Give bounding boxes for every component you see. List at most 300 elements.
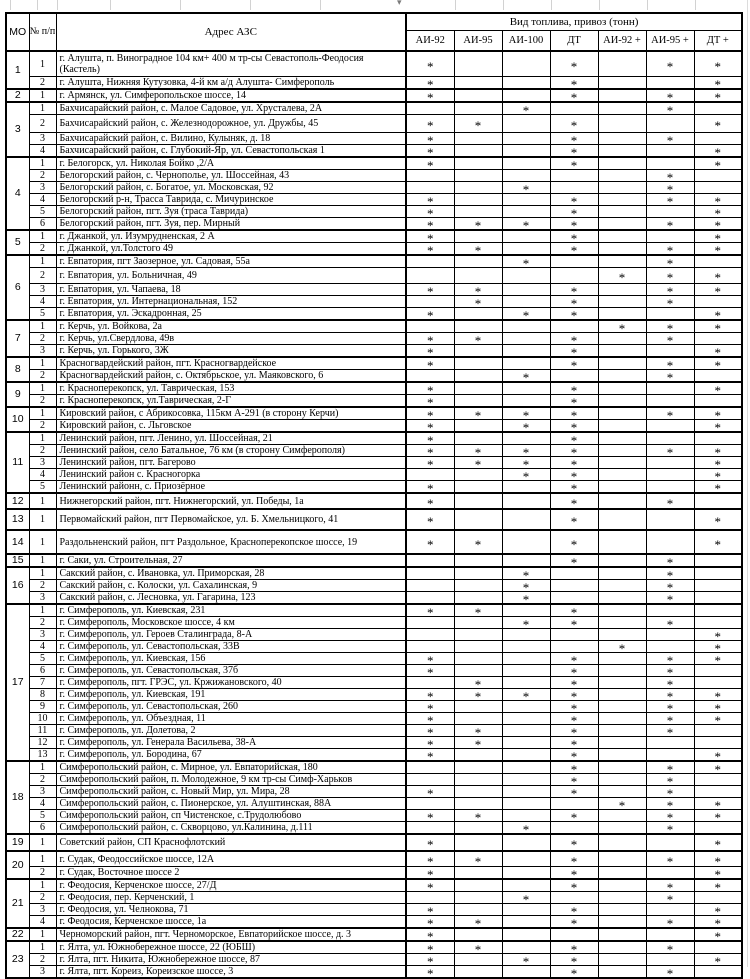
table-row [6,530,742,554]
address-cell: Нижнегорский район, пгт. Нижнегорский, ул. Победы, 1а [56,493,406,509]
fuel-available-marker: * [570,853,578,867]
fuel-cell-АИ-95 + [646,810,694,822]
mo-cell: 17 [6,604,29,761]
fuel-available-marker: * [427,880,434,892]
fuel-available-marker: * [570,194,578,206]
fuel-available-marker: * [570,713,578,725]
fuel-available-marker: * [474,536,482,552]
table-row [6,810,742,822]
row-number-cell: 1 [29,834,56,851]
fuel-cell-АИ-92 [406,725,454,737]
row-number-cell: 1 [29,941,56,954]
address-cell: г. Феодосия, пер. Керченский, 1 [56,892,406,904]
fuel-cell-АИ-92 + [598,867,646,880]
fuel-cell-ДТ + [694,308,742,321]
fuel-available-marker: * [522,182,530,194]
fuel-available-marker: * [666,370,674,382]
fuel-cell-АИ-92 [406,296,454,308]
fuel-cell-ДТ [550,407,598,420]
fuel-cell-АИ-92 + [598,218,646,231]
fuel-available-marker: * [474,445,482,457]
address-cell: г. Симферополь, пгт. ГРЭС, ул. Кржижановского, 40 [56,677,406,689]
fuel-cell-ДТ + [694,320,742,333]
fuel-available-marker: * [570,358,578,370]
fuel-cell-АИ-95 [454,345,502,358]
fuel-cell-АИ-92 [406,567,454,580]
fuel-cell-ДТ + [694,432,742,445]
table-row [6,432,742,445]
fuel-cell-АИ-95 + [646,77,694,90]
mo-cell: 2 [6,89,29,102]
fuel-cell-ДТ [550,145,598,158]
row-number-cell: 3 [29,966,56,979]
fuel-cell-АИ-100 [502,382,550,395]
fuel-available-marker: * [570,118,578,133]
fuel-cell-АИ-100 [502,194,550,206]
fuel-available-marker: * [714,641,722,653]
fuel-available-marker: * [427,358,434,370]
fuel-available-marker: * [427,194,434,206]
fuel-cell-ДТ [550,928,598,941]
row-number-cell: 2 [29,243,56,256]
table-row [6,798,742,810]
fuel-cell-АИ-92 [406,774,454,786]
fuel-cell-АИ-95 [454,851,502,867]
fuel-cell-АИ-92 + [598,357,646,370]
fuel-available-marker: * [474,118,482,133]
fuel-cell-АИ-100 [502,904,550,916]
fuel-cell-ДТ [550,445,598,457]
column-header-ai95-plus: АИ-95 + [646,31,694,52]
fuel-cell-АИ-95 [454,509,502,530]
row-number-cell: 3 [29,786,56,798]
fuel-available-marker: * [522,689,530,701]
fuel-cell-АИ-100 [502,432,550,445]
table-row [6,641,742,653]
table-row [6,145,742,158]
fuel-cell-ДТ [550,798,598,810]
fuel-cell-АИ-100 [502,966,550,979]
fuel-cell-ДТ [550,604,598,617]
fuel-cell-АИ-100 [502,592,550,605]
fuel-cell-АИ-100 [502,218,550,231]
fuel-cell-ДТ + [694,916,742,929]
fuel-available-marker: * [666,194,674,206]
fuel-cell-АИ-92 [406,493,454,509]
table-row [6,382,742,395]
row-number-cell: 1 [29,432,56,445]
fuel-cell-ДТ + [694,420,742,433]
fuel-cell-АИ-95 [454,296,502,308]
row-number-cell: 3 [29,345,56,358]
fuel-available-marker: * [714,954,722,966]
fuel-available-marker: * [570,837,578,851]
fuel-available-marker: * [570,701,578,713]
fuel-cell-АИ-100 [502,580,550,592]
fuel-cell-АИ-100 [502,243,550,256]
fuel-cell-АИ-92 [406,851,454,867]
mo-cell: 13 [6,509,29,530]
row-number-cell: 1 [29,320,56,333]
fuel-cell-АИ-92 [406,530,454,554]
address-cell: г. Судак, Феодоссийское шоссе, 12А [56,851,406,867]
fuel-cell-АИ-92 [406,469,454,481]
spreadsheet-top-strip [0,0,750,12]
row-number-cell: 1 [29,255,56,268]
fuel-cell-АИ-92 [406,941,454,954]
fuel-cell-АИ-95 [454,834,502,851]
fuel-available-marker: * [714,798,722,810]
fuel-available-marker: * [666,358,674,370]
fuel-cell-АИ-100 [502,296,550,308]
row-number-cell: 1 [29,230,56,243]
fuel-available-marker: * [714,408,722,420]
fuel-available-marker: * [714,713,722,725]
mo-cell: 18 [6,761,29,834]
address-cell: Симферопольский район, с. Мирное, ул. Евпаторийская, 180 [56,761,406,774]
fuel-cell-АИ-95 + [646,333,694,345]
fuel-cell-ДТ [550,749,598,762]
fuel-cell-АИ-95 [454,737,502,749]
fuel-available-marker: * [570,420,578,432]
fuel-cell-ДТ [550,243,598,256]
fuel-available-marker: * [474,243,482,255]
address-cell: г. Керчь, ул. Горького, 3Ж [56,345,406,358]
fuel-available-marker: * [474,942,482,954]
fuel-cell-АИ-95 [454,530,502,554]
address-cell: г. Евпатория, ул. Эскадронная, 25 [56,308,406,321]
fuel-available-marker: * [522,370,530,382]
fuel-cell-ДТ + [694,761,742,774]
fuel-cell-АИ-100 [502,567,550,580]
fuel-available-marker: * [570,296,578,308]
fuel-available-marker: * [714,420,722,432]
fuel-cell-АИ-92 + [598,509,646,530]
fuel-cell-АИ-100 [502,954,550,966]
fuel-available-marker: * [714,469,722,481]
row-number-cell: 1 [29,554,56,567]
fuel-cell-АИ-100 [502,395,550,408]
fuel-cell-ДТ + [694,382,742,395]
fuel-available-marker: * [570,774,578,786]
fuel-cell-АИ-92 [406,689,454,701]
fuel-cell-ДТ + [694,296,742,308]
address-cell: Советский район, СП Краснофлотский [56,834,406,851]
fuel-available-marker: * [666,321,674,333]
fuel-available-marker: * [666,713,674,725]
fuel-cell-АИ-100 [502,457,550,469]
row-number-cell: 3 [29,904,56,916]
fuel-available-marker: * [714,118,722,133]
fuel-cell-АИ-95 + [646,206,694,218]
fuel-cell-АИ-92 [406,382,454,395]
gridline [599,0,600,10]
address-cell: Бахчисарайский район, с. Малое Садовое, ул. Хрусталева, 2А [56,102,406,115]
mo-cell: 10 [6,407,29,432]
fuel-cell-АИ-95 [454,333,502,345]
filter-dropdown-icon[interactable]: ▾ [397,0,402,8]
fuel-cell-АИ-92 + [598,230,646,243]
fuel-cell-ДТ [550,493,598,509]
fuel-available-marker: * [427,433,434,445]
fuel-available-marker: * [714,270,722,284]
fuel-cell-АИ-92 + [598,420,646,433]
fuel-cell-АИ-95 [454,567,502,580]
fuel-cell-АИ-95 [454,822,502,835]
row-number-cell: 7 [29,677,56,689]
fuel-cell-АИ-95 + [646,966,694,979]
fuel-available-marker: * [618,321,626,333]
fuel-available-marker: * [427,408,434,420]
fuel-cell-АИ-95 + [646,194,694,206]
fuel-cell-ДТ + [694,554,742,567]
fuel-cell-АИ-95 + [646,665,694,677]
table-row [6,904,742,916]
fuel-cell-ДТ [550,457,598,469]
fuel-cell-АИ-95 + [646,928,694,941]
fuel-cell-АИ-92 [406,308,454,321]
fuel-available-marker: * [570,383,578,395]
fuel-available-marker: * [666,270,674,284]
column-header-dt-plus: ДТ + [694,31,742,52]
row-number-cell: 6 [29,218,56,231]
fuel-cell-АИ-95 [454,357,502,370]
table-row [6,182,742,194]
fuel-cell-ДТ + [694,268,742,284]
fuel-cell-ДТ [550,230,598,243]
table-row [6,89,742,102]
fuel-cell-АИ-100 [502,653,550,665]
fuel-cell-АИ-95 [454,879,502,892]
fuel-cell-ДТ + [694,592,742,605]
fuel-cell-ДТ [550,665,598,677]
fuel-cell-ДТ [550,916,598,929]
fuel-cell-АИ-95 + [646,892,694,904]
fuel-cell-АИ-95 + [646,218,694,231]
fuel-cell-ДТ + [694,206,742,218]
table-row [6,206,742,218]
fuel-cell-АИ-95 + [646,822,694,835]
fuel-cell-АИ-100 [502,509,550,530]
address-cell: Ленинский район, пгт. Ленино, ул. Шоссейная, 21 [56,432,406,445]
table-row [6,580,742,592]
fuel-cell-ДТ [550,102,598,115]
fuel-cell-АИ-95 [454,469,502,481]
fuel-available-marker: * [666,243,674,255]
fuel-cell-АИ-95 + [646,133,694,145]
table-row [6,345,742,358]
fuel-cell-АИ-95 + [646,834,694,851]
fuel-cell-АИ-92 + [598,851,646,867]
table-row [6,761,742,774]
table-row [6,51,742,77]
fuel-cell-ДТ + [694,798,742,810]
gridline [250,0,251,10]
fuel-available-marker: * [714,701,722,713]
fuel-cell-АИ-95 [454,457,502,469]
address-cell: г. Саки, ул. Строительная, 27 [56,554,406,567]
fuel-cell-АИ-95 [454,604,502,617]
fuel-cell-АИ-100 [502,77,550,90]
fuel-cell-АИ-95 [454,677,502,689]
fuel-cell-АИ-95 + [646,420,694,433]
row-number-cell: 1 [29,879,56,892]
address-cell: Сакский район, с. Колоски, ул. Сахалинская, 9 [56,580,406,592]
row-number-cell: 4 [29,194,56,206]
table-row [6,457,742,469]
mo-cell: 4 [6,157,29,230]
gridline [503,0,504,10]
fuel-available-marker: * [666,133,674,145]
column-header-ai92-plus: АИ-92 + [598,31,646,52]
gridline [747,0,748,967]
fuel-available-marker: * [714,904,722,916]
row-number-cell: 1 [29,493,56,509]
fuel-cell-ДТ [550,51,598,77]
table-row [6,308,742,321]
fuel-cell-АИ-100 [502,206,550,218]
fuel-available-marker: * [570,284,578,296]
address-cell: г. Симферополь, ул. Долетова, 2 [56,725,406,737]
row-number-cell: 1 [29,51,56,77]
table-row [6,469,742,481]
row-number-cell: 1 [29,407,56,420]
fuel-cell-АИ-95 [454,966,502,979]
fuel-cell-АИ-100 [502,713,550,725]
fuel-cell-АИ-95 [454,554,502,567]
fuel-cell-АИ-92 + [598,725,646,737]
fuel-available-marker: * [570,786,578,798]
address-cell: Симферопольский район, с. Новый Мир, ул. Мира, 28 [56,786,406,798]
fuel-available-marker: * [570,514,578,529]
fuel-cell-АИ-92 [406,892,454,904]
fuel-cell-АИ-92 [406,420,454,433]
fuel-cell-ДТ [550,725,598,737]
fuel-cell-ДТ [550,255,598,268]
fuel-cell-АИ-92 [406,133,454,145]
table-row [6,822,742,835]
fuel-available-marker: * [714,90,722,102]
fuel-available-marker: * [427,737,434,749]
fuel-available-marker: * [714,308,722,320]
fuel-available-marker: * [570,90,578,102]
fuel-cell-ДТ [550,284,598,296]
address-cell: г. Симферополь, ул. Генерала Васильева, 38-А [56,737,406,749]
address-cell: Симферопольский район, п. Молодежное, 9 км тр-сы Симф-Харьков [56,774,406,786]
fuel-cell-ДТ [550,713,598,725]
table-row [6,395,742,408]
fuel-available-marker: * [714,243,722,255]
fuel-available-marker: * [427,145,434,157]
fuel-cell-АИ-92 [406,653,454,665]
fuel-cell-АИ-95 + [646,774,694,786]
fuel-available-marker: * [427,853,434,867]
fuel-cell-АИ-92 [406,345,454,358]
fuel-cell-АИ-92 [406,786,454,798]
fuel-cell-ДТ [550,308,598,321]
column-header-ai92: АИ-92 [406,31,454,52]
fuel-cell-ДТ + [694,481,742,494]
address-cell: г. Симферополь, ул. Севастопольская, 33В [56,641,406,653]
table-row [6,243,742,256]
fuel-available-marker: * [666,677,674,689]
fuel-available-marker: * [714,762,722,774]
fuel-available-marker: * [666,284,674,296]
address-cell: г. Евпатория, ул. Чапаева, 18 [56,284,406,296]
fuel-cell-ДТ + [694,928,742,941]
table-row [6,737,742,749]
fuel-available-marker: * [714,689,722,701]
fuel-cell-АИ-95 + [646,713,694,725]
fuel-cell-АИ-95 [454,641,502,653]
fuel-cell-АИ-95 [454,892,502,904]
fuel-cell-ДТ [550,382,598,395]
fuel-cell-ДТ [550,941,598,954]
fuel-cell-ДТ [550,761,598,774]
fuel-cell-АИ-92 + [598,904,646,916]
row-number-cell: 2 [29,115,56,133]
fuel-cell-ДТ + [694,530,742,554]
fuel-available-marker: * [570,737,578,749]
fuel-available-marker: * [666,853,674,867]
fuel-available-marker: * [427,713,434,725]
table-row [6,115,742,133]
fuel-cell-АИ-100 [502,701,550,713]
fuel-cell-ДТ [550,345,598,358]
fuel-cell-АИ-100 [502,761,550,774]
fuel-available-marker: * [666,762,674,774]
fuel-cell-АИ-100 [502,145,550,158]
fuel-cell-АИ-95 [454,133,502,145]
fuel-available-marker: * [522,218,530,230]
fuel-cell-АИ-95 + [646,345,694,358]
fuel-available-marker: * [427,77,434,89]
row-number-cell: 3 [29,457,56,469]
fuel-cell-АИ-95 [454,629,502,641]
fuel-cell-ДТ [550,851,598,867]
fuel-available-marker: * [570,555,578,567]
address-cell: г. Керчь, ул.Свердлова, 49в [56,333,406,345]
fuel-cell-АИ-95 + [646,157,694,170]
gridline [551,0,552,10]
address-cell: г. Судак, Восточное шоссе 2 [56,867,406,880]
fuel-cell-ДТ + [694,966,742,979]
table-row [6,677,742,689]
fuel-cell-ДТ + [694,904,742,916]
fuel-cell-АИ-92 + [598,115,646,133]
fuel-cell-АИ-92 + [598,469,646,481]
fuel-available-marker: * [427,333,434,345]
gridline [10,0,11,10]
table-row [6,102,742,115]
fuel-available-marker: * [570,308,578,320]
fuel-cell-ДТ [550,333,598,345]
address-cell: Сакский район, с. Ивановка, ул. Приморская, 28 [56,567,406,580]
fuel-available-marker: * [427,867,434,879]
fuel-available-marker: * [570,158,578,170]
fuel-cell-ДТ [550,554,598,567]
fuel-available-marker: * [522,420,530,432]
fuel-available-marker: * [427,231,434,243]
fuel-cell-ДТ + [694,867,742,880]
fuel-cell-АИ-95 [454,395,502,408]
table-row [6,284,742,296]
fuel-cell-ДТ + [694,194,742,206]
fuel-cell-АИ-95 [454,592,502,605]
fuel-available-marker: * [666,892,674,904]
fuel-available-marker: * [570,536,578,552]
fuel-cell-ДТ + [694,51,742,77]
